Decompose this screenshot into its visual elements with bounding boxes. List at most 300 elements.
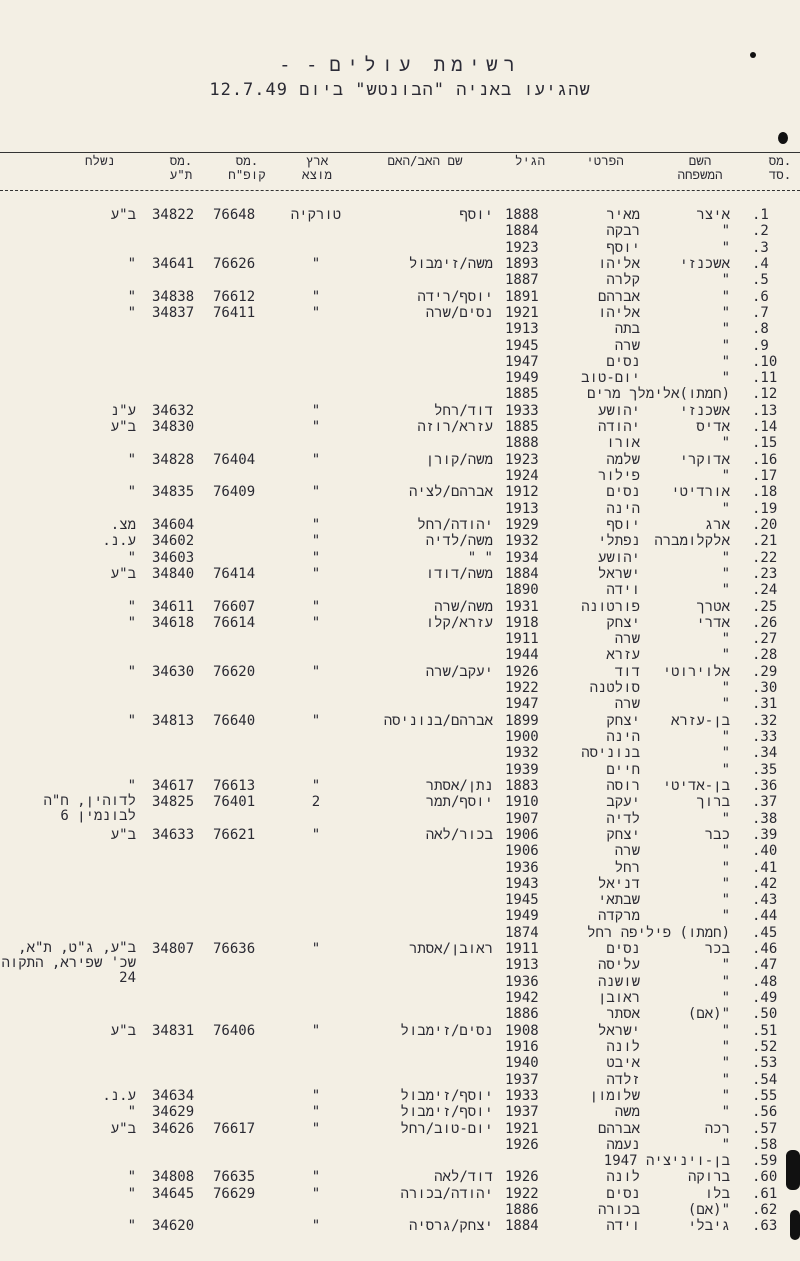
first-name: נסים [606, 941, 640, 958]
sent-to: " [127, 484, 136, 501]
family-name: "(אם) [687, 1006, 730, 1023]
birth-year: 1947 [505, 353, 539, 370]
country-of-origin: 2 [311, 794, 321, 811]
table-row [0, 354, 800, 370]
header-family [650, 154, 750, 182]
header-kupa-line1: מס. [235, 153, 259, 168]
country-of-origin: " [311, 598, 321, 615]
row-number: .55 [752, 1087, 778, 1104]
first-name: רחל [614, 859, 640, 876]
parents-names: יוסף [459, 207, 493, 223]
header-first-line2: הפרטי [586, 153, 624, 168]
table-row [0, 1039, 800, 1055]
sent-to: לדוהין, ח"ה לבונמין 6 [43, 793, 136, 825]
table-row [0, 892, 800, 908]
id-number: 34629 [152, 1104, 195, 1121]
row-number: .19 [752, 500, 778, 517]
header-sent-line2: נשלח [84, 153, 115, 168]
header-no [760, 154, 800, 182]
parents-names: בכור/לאה [425, 826, 493, 843]
table-row [0, 289, 800, 305]
row-number: .38 [752, 810, 778, 827]
first-name: ישראל [597, 565, 640, 582]
birth-year: 1924 [505, 468, 539, 484]
birth-year: 1923 [505, 451, 539, 468]
family-name: " [721, 582, 730, 599]
row-number: .37 [752, 794, 778, 811]
row-number: .17 [752, 468, 778, 484]
row-number: .41 [752, 859, 778, 876]
sent-to: " [127, 598, 136, 615]
family-name: " [721, 468, 730, 484]
row-number: .42 [752, 875, 778, 892]
table-row [0, 990, 800, 1006]
row-number: .3 [752, 239, 769, 256]
table-row [0, 599, 800, 615]
first-name: אליהו [597, 255, 640, 272]
birth-year: 1890 [505, 582, 539, 599]
table-row [0, 811, 800, 827]
sent-to: ב"ע [110, 1120, 136, 1137]
table-row [0, 370, 800, 386]
row-number: .30 [752, 680, 778, 697]
family-name: " [721, 304, 730, 321]
sent-to: " [127, 549, 136, 566]
family-name: " [721, 761, 730, 778]
id-number: 34835 [152, 484, 195, 501]
family-name: " [721, 647, 730, 664]
id-number: 34808 [152, 1169, 195, 1186]
id-number: 34620 [152, 1218, 195, 1235]
sent-to: " [127, 777, 136, 794]
birth-year: 1886 [505, 1202, 539, 1219]
row-number: .48 [752, 973, 778, 990]
family-name: בלו [704, 1185, 730, 1202]
table-row [0, 778, 800, 794]
first-name: שרה [614, 631, 640, 648]
id-number: 34831 [152, 1022, 195, 1039]
header-sent [60, 154, 140, 168]
parents-names: נסים/שרה [425, 304, 493, 321]
id-number: 34618 [152, 614, 195, 631]
family-name: " [721, 843, 730, 860]
table-row [0, 305, 800, 321]
parents-names: יצחק/גרסיה [408, 1218, 493, 1235]
birth-year: 1931 [505, 598, 539, 615]
row-number: .57 [752, 1120, 778, 1137]
table-row [0, 762, 800, 778]
row-number: .18 [752, 484, 778, 501]
country-of-origin: " [311, 451, 321, 468]
row-number: .1 [752, 207, 769, 223]
family-name: " [721, 973, 730, 990]
table-row [0, 1218, 800, 1234]
id-number: 34807 [152, 941, 195, 958]
birth-year: 1893 [505, 255, 539, 272]
sent-to: " [127, 1185, 136, 1202]
row-number: .45 [752, 924, 778, 941]
row-note: בן-ויניציה 1947 [603, 1153, 730, 1170]
family-name: אלוירוטי [662, 663, 730, 680]
row-number: .44 [752, 908, 778, 925]
id-number: 34830 [152, 419, 195, 436]
first-name: דניאל [597, 875, 640, 892]
header-parents [355, 154, 495, 168]
title-text: רשימת עולים [329, 54, 521, 76]
country-of-origin: " [311, 1185, 321, 1202]
family-name: אדיס [696, 419, 730, 436]
header-no-line2: סד. [768, 167, 792, 182]
family-name: " [721, 875, 730, 892]
birth-year: 1929 [505, 516, 539, 533]
row-number: .2 [752, 223, 769, 240]
first-name: הינה [606, 500, 640, 517]
sent-to: ב"ע, ג"ט, ת"א, שכ' שפירא, התקוה 24 [1, 940, 136, 987]
birth-year: 1947 [505, 696, 539, 713]
id-number: 34822 [152, 207, 195, 223]
table-row [0, 860, 800, 876]
birth-year: 1913 [505, 957, 539, 974]
table-row [0, 974, 800, 990]
first-name: יהושע [597, 549, 640, 566]
birth-year: 1906 [505, 843, 539, 860]
table-row [0, 419, 800, 435]
table-row [0, 696, 800, 712]
id-number: 34840 [152, 565, 195, 582]
first-name: יהודה [597, 419, 640, 436]
id-number: 34633 [152, 826, 195, 843]
country-of-origin: " [311, 516, 321, 533]
kupa-number: 76635 [213, 1169, 256, 1186]
first-name: עזרא [606, 647, 640, 664]
sent-to: " [127, 712, 136, 729]
first-name: יוסף [606, 239, 640, 256]
family-name: " [721, 859, 730, 876]
birth-year: 1884 [505, 565, 539, 582]
parents-names: משה/שרה [434, 598, 493, 615]
row-number: .31 [752, 696, 778, 713]
row-number: .9 [752, 337, 769, 354]
table-row [0, 664, 800, 680]
country-of-origin: " [311, 712, 321, 729]
header-tz [150, 154, 212, 182]
id-number: 34626 [152, 1120, 195, 1137]
parents-names: משה/דודו [425, 565, 493, 582]
family-name: " [721, 990, 730, 1006]
birth-year: 1913 [505, 500, 539, 517]
table-row [0, 223, 800, 239]
family-name: אלקלומברה [654, 533, 730, 550]
id-number: 34838 [152, 288, 195, 305]
country-of-origin: " [311, 1218, 321, 1235]
kupa-number: 76648 [213, 207, 256, 223]
row-number: .20 [752, 516, 778, 533]
birth-year: 1911 [505, 941, 539, 958]
kupa-number: 76636 [213, 941, 256, 958]
sent-to: " [127, 255, 136, 272]
row-number: .21 [752, 533, 778, 550]
birth-year: 1932 [505, 533, 539, 550]
header-kupa [215, 154, 279, 182]
id-number: 34645 [152, 1185, 195, 1202]
first-name: יעקב [606, 794, 640, 811]
first-name: איבט [606, 1055, 640, 1072]
ink-spot [750, 52, 756, 58]
header-first [560, 154, 650, 168]
first-name: פילור [597, 468, 640, 484]
table-row [0, 1186, 800, 1202]
family-name: איצר [696, 207, 730, 223]
kupa-number: 76411 [213, 304, 256, 321]
first-name: שושנה [597, 973, 640, 990]
row-number: .34 [752, 745, 778, 762]
ink-spot [790, 1210, 800, 1240]
kupa-number: 76414 [213, 565, 256, 582]
parents-names: עזרא/קלו [425, 614, 493, 631]
country-of-origin: " [311, 1104, 321, 1121]
table-row [0, 713, 800, 729]
birth-year: 1908 [505, 1022, 539, 1039]
row-number: .52 [752, 1038, 778, 1055]
first-name: אברהם [597, 1120, 640, 1137]
row-number: .47 [752, 957, 778, 974]
first-name: בתה [614, 321, 640, 338]
header-country-line2: מוצא [301, 167, 332, 182]
sent-to: " [127, 451, 136, 468]
family-name: אורדיטי [671, 484, 730, 501]
birth-year: 1886 [505, 1006, 539, 1023]
family-name: אשכנזי [679, 402, 730, 419]
row-number: .16 [752, 451, 778, 468]
country-of-origin: " [311, 1022, 321, 1039]
kupa-number: 76620 [213, 663, 256, 680]
first-name: רוסה [606, 777, 640, 794]
table-body [0, 207, 800, 1235]
row-number: .51 [752, 1022, 778, 1039]
sent-to: ב"ע [110, 826, 136, 843]
family-name: " [721, 1136, 730, 1153]
family-name: " [721, 745, 730, 762]
country-of-origin: " [311, 1169, 321, 1186]
birth-year: 1888 [505, 435, 539, 452]
kupa-number: 76409 [213, 484, 256, 501]
kupa-number: 76640 [213, 712, 256, 729]
header-age [500, 154, 560, 168]
row-number: .12 [752, 386, 778, 403]
id-number: 34602 [152, 533, 195, 550]
birth-year: 1884 [505, 223, 539, 240]
first-name: הינה [606, 729, 640, 745]
parents-names: יהודה/רחל [417, 516, 493, 533]
family-name: אטרך [696, 598, 730, 615]
parents-names: עזרא/רוזה [417, 419, 493, 436]
birth-year: 1912 [505, 484, 539, 501]
parents-names: דוד/לאה [434, 1169, 493, 1186]
family-name: " [721, 321, 730, 338]
country-of-origin: טורקיה [290, 207, 342, 223]
id-number: 34630 [152, 663, 195, 680]
header-kupa-line2: קופ"ח [228, 167, 266, 182]
row-number: .62 [752, 1202, 778, 1219]
birth-year: 1949 [505, 370, 539, 387]
parents-names: יום-טוב/רחל [400, 1120, 493, 1137]
country-of-origin: " [311, 288, 321, 305]
id-number: 34611 [152, 598, 195, 615]
row-number: .15 [752, 435, 778, 452]
parents-names: משה/קורן [425, 451, 493, 468]
row-number: .8 [752, 321, 769, 338]
table-row [0, 566, 800, 582]
birth-year: 1883 [505, 777, 539, 794]
table-row [0, 338, 800, 354]
country-of-origin: " [311, 419, 321, 436]
id-number: 34604 [152, 516, 195, 533]
birth-year: 1949 [505, 908, 539, 925]
kupa-number: 76617 [213, 1120, 256, 1137]
first-name: נפתלי [597, 533, 640, 550]
family-name: " [721, 288, 730, 305]
birth-year: 1916 [505, 1038, 539, 1055]
country-of-origin: " [311, 549, 321, 566]
kupa-number: 76629 [213, 1185, 256, 1202]
id-number: 34632 [152, 402, 195, 419]
family-name: " [721, 1022, 730, 1039]
birth-year: 1936 [505, 859, 539, 876]
first-name: נסים [606, 1185, 640, 1202]
first-name: זלדה [606, 1071, 640, 1088]
family-name: " [721, 239, 730, 256]
first-name: בנוניסה [581, 745, 640, 762]
row-number: .59 [752, 1153, 778, 1170]
family-name: " [721, 272, 730, 289]
table-row [0, 533, 800, 549]
first-name: שלמה [606, 451, 640, 468]
row-number: .7 [752, 304, 769, 321]
first-name: יום-טוב [581, 370, 640, 387]
sent-to: ע.נ. [102, 533, 136, 550]
row-number: .14 [752, 419, 778, 436]
row-number: .24 [752, 582, 778, 599]
first-name: רבקה [606, 223, 640, 240]
table-row [0, 957, 800, 973]
first-name: פורטונה [581, 598, 640, 615]
family-name: ברוך [696, 794, 730, 811]
row-number: .4 [752, 255, 769, 272]
table-row [0, 435, 800, 451]
birth-year: 1900 [505, 729, 539, 745]
table-row [0, 1104, 800, 1120]
first-name: מאיר [606, 207, 640, 223]
row-number: .29 [752, 663, 778, 680]
birth-year: 1921 [505, 304, 539, 321]
row-number: .22 [752, 549, 778, 566]
table-row [0, 452, 800, 468]
row-number: .32 [752, 712, 778, 729]
row-note: (חמתו)אלימלך מרים [587, 386, 730, 403]
row-number: .10 [752, 353, 778, 370]
id-number: 34617 [152, 777, 195, 794]
family-name: כבר [704, 826, 730, 843]
first-name: נעמה [606, 1136, 640, 1153]
birth-year: 1937 [505, 1104, 539, 1121]
first-name: לונה [606, 1038, 640, 1055]
sent-to: ע"נ [110, 402, 136, 419]
row-number: .35 [752, 761, 778, 778]
header-bottom-rule [0, 190, 800, 191]
row-number: .5 [752, 272, 769, 289]
country-of-origin: " [311, 614, 321, 631]
first-name: סולטנה [589, 680, 640, 697]
parents-names: יוסף/תמר [425, 794, 493, 811]
id-number: 34825 [152, 794, 195, 811]
row-number: .11 [752, 370, 778, 387]
birth-year: 1926 [505, 663, 539, 680]
birth-year: 1899 [505, 712, 539, 729]
kupa-number: 76621 [213, 826, 256, 843]
sent-to: " [127, 614, 136, 631]
id-number: 34603 [152, 549, 195, 566]
first-name: מרקדה [597, 908, 640, 925]
header-tz-line2: ת"ע [169, 167, 193, 182]
id-number: 34813 [152, 712, 195, 729]
first-name: דוד [614, 663, 640, 680]
sent-to: ע.נ. [102, 1087, 136, 1104]
birth-year: 1932 [505, 745, 539, 762]
sent-to: " [127, 288, 136, 305]
family-name: " [721, 370, 730, 387]
family-name: גיבלי [687, 1218, 730, 1235]
row-number: .25 [752, 598, 778, 615]
parents-names: אברהם/לציה [408, 484, 493, 501]
header-age-line2: הגיל [514, 153, 545, 168]
family-name: " [721, 1071, 730, 1088]
birth-year: 1913 [505, 321, 539, 338]
birth-year: 1884 [505, 1218, 539, 1235]
first-name: לונה [606, 1169, 640, 1186]
table-row [0, 843, 800, 859]
birth-year: 1885 [505, 386, 539, 403]
parents-names: ראובן/אסתר [408, 941, 493, 958]
birth-year: 1944 [505, 647, 539, 664]
table-row [0, 1072, 800, 1088]
first-name: בכורה [597, 1202, 640, 1219]
country-of-origin: " [311, 533, 321, 550]
first-name: אליהו [597, 304, 640, 321]
country-of-origin: " [311, 826, 321, 843]
table-row [0, 484, 800, 500]
family-name: " [721, 353, 730, 370]
birth-year: 1945 [505, 337, 539, 354]
parents-names: משה/לדיה [425, 533, 493, 550]
row-number: .36 [752, 777, 778, 794]
kupa-number: 76626 [213, 255, 256, 272]
title-dashes: - - [279, 54, 320, 76]
row-number: .54 [752, 1071, 778, 1088]
row-number: .40 [752, 843, 778, 860]
birth-year: 1923 [505, 239, 539, 256]
country-of-origin: " [311, 565, 321, 582]
family-name: ארג [704, 516, 730, 533]
header-country-line1: ארץ [305, 153, 329, 168]
row-number: .27 [752, 631, 778, 648]
birth-year: 1933 [505, 1087, 539, 1104]
table-row [0, 550, 800, 566]
table-row [0, 386, 800, 402]
document-title [0, 54, 800, 77]
country-of-origin: " [311, 402, 321, 419]
birth-year: 1936 [505, 973, 539, 990]
first-name: וידה [606, 1218, 640, 1235]
